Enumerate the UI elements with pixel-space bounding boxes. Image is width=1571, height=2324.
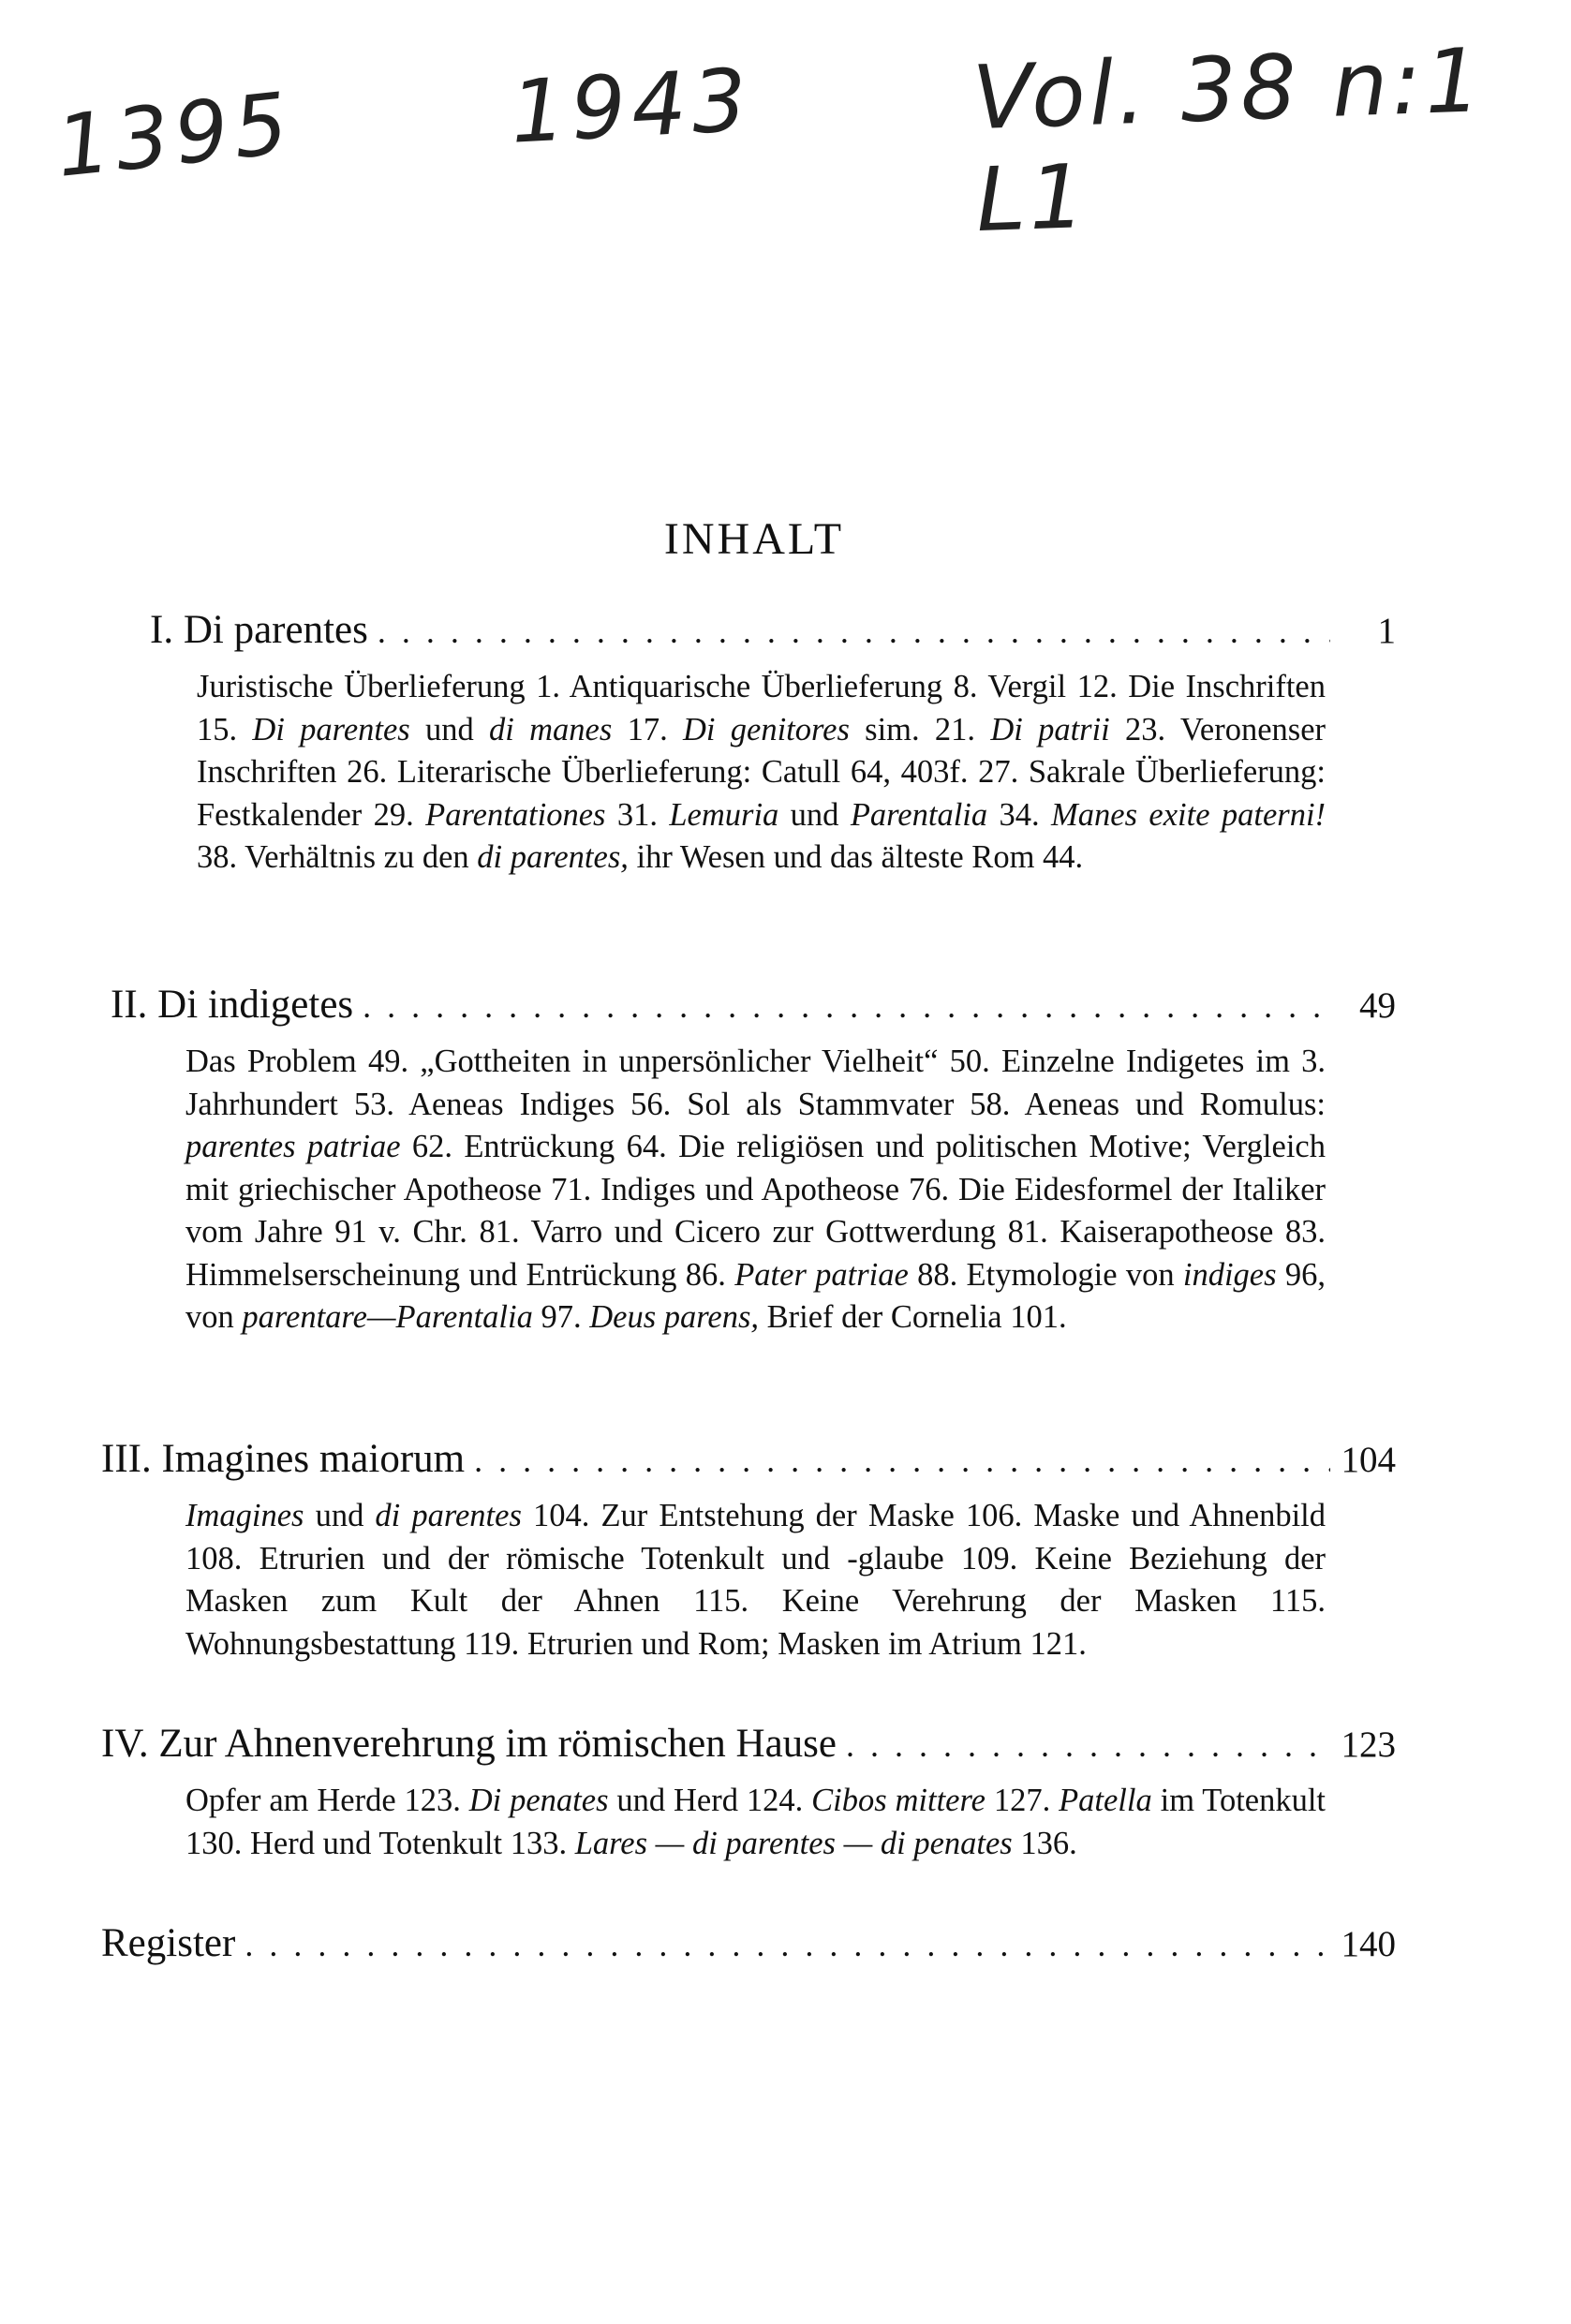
chapter-title: Imagines maiorum <box>161 1437 466 1481</box>
page-number: 123 <box>1341 1724 1396 1765</box>
handwritten-note-volume: Vol. 38 n:1 L1 <box>971 30 1487 253</box>
italic-term: parentare—Parentalia <box>242 1299 533 1335</box>
italic-term: Di patrii <box>990 711 1110 748</box>
italic-term: Patella <box>1059 1783 1152 1818</box>
chapter-spacer <box>152 1436 162 1482</box>
italic-term: Di penates <box>468 1783 609 1818</box>
italic-term: Manes exite paterni! <box>1051 796 1326 833</box>
summary-text: 104. Zur Entstehung der Maske 106. Maske und Ahnenbild 108. Etrurien und der römische Totenkult und -glaube 109. Keine Beziehung der Masken zum Kult der Ahnen 115. Keine Verehrung der Masken 115. Wohnungsbestattung 119. Etrurien und Rom; Masken im Atrium 121. <box>185 1498 1326 1662</box>
summary-text: 38. Verhältnis zu den <box>197 839 478 875</box>
leader-dots <box>846 1725 1330 1765</box>
page-title: INHALT <box>663 514 845 564</box>
toc-heading-line[interactable] <box>101 1721 1396 1767</box>
chapter-title: Di parentes <box>183 608 368 652</box>
toc-heading-line[interactable] <box>111 982 1396 1028</box>
leader-dots <box>363 986 1330 1026</box>
italic-term: di parentes, <box>477 839 629 875</box>
summary-text: Das Problem 49. „Gottheiten in unpersönlicher Vielheit“ 50. Einzelne Indigetes im 3. Jahrhundert 53. Aeneas Indiges 56. Sol als Stammvater 58. Aeneas und Romulus: <box>185 1044 1326 1122</box>
page-number: 140 <box>1341 1924 1396 1964</box>
toc-entry <box>101 1436 1396 1665</box>
page-number: 104 <box>1341 1440 1396 1480</box>
summary-text: 96, von <box>185 1256 1326 1335</box>
chapter-title: Zur Ahnenverehrung im römischen Hause <box>158 1722 837 1766</box>
summary-text: und <box>304 1498 376 1533</box>
italic-term: Deus parens, <box>589 1299 760 1335</box>
italic-term: di parentes <box>375 1498 522 1533</box>
summary-text: im Totenkult 130. Herd und Totenkult 133. <box>185 1783 1326 1861</box>
summary-text: 88. Etymologie von <box>908 1256 1183 1293</box>
summary-text: 97. <box>532 1299 590 1335</box>
chapter-title: Di indigetes <box>157 983 354 1027</box>
summary-text: 17. <box>612 711 683 748</box>
chapter-spacer <box>149 1721 159 1767</box>
italic-term: Lemuria <box>669 796 779 833</box>
chapter-summary <box>185 1041 1326 1340</box>
summary-text: 62. Entrückung 64. Die religiösen und politischen Motive; Vergleich mit griechischer Apotheose 71. Indiges und Apotheose 76. Die Eidesformel der Italiker vom Jahre 91 v. Chr. 81. Varro und Cicero zur Gottwerdung 81. Kaiserapotheose 83. Himmelserscheinung und Entrückung 86. <box>185 1129 1326 1293</box>
toc-entry-register <box>101 1920 1396 1966</box>
chapter-number: II. <box>111 983 148 1027</box>
chapter-number: III. <box>101 1437 152 1481</box>
toc-entry <box>101 1721 1396 1865</box>
summary-text: und <box>778 796 851 833</box>
italic-term: Imagines <box>185 1498 304 1533</box>
page-number: 49 <box>1359 985 1396 1026</box>
summary-text: 34. <box>987 796 1052 833</box>
chapter-summary <box>197 666 1326 880</box>
leader-dots <box>474 1441 1330 1480</box>
italic-term: Lares — di parentes — di penates <box>574 1825 1013 1861</box>
leader-dots <box>245 1925 1330 1964</box>
handwritten-note-accession: 1395 <box>52 74 298 197</box>
summary-text: und Herd 124. <box>608 1783 812 1818</box>
toc-entry <box>111 982 1396 1340</box>
italic-term: Parentationes <box>425 796 606 833</box>
summary-text: 127. <box>985 1783 1060 1818</box>
toc-heading-line[interactable] <box>101 1920 1396 1966</box>
italic-term: Cibos mittere <box>811 1783 986 1818</box>
italic-term: Pater patriae <box>734 1256 909 1293</box>
italic-term: indiges <box>1182 1256 1277 1293</box>
italic-term: di manes <box>489 711 613 748</box>
register-title: Register <box>101 1921 236 1965</box>
summary-text: Opfer am Herde 123. <box>185 1783 469 1818</box>
italic-term: Di genitores <box>682 711 850 748</box>
italic-term: Parentalia <box>850 796 988 833</box>
chapter-number: I. <box>150 608 174 652</box>
leader-dots <box>378 612 1330 651</box>
summary-text: sim. 21. <box>849 711 991 748</box>
chapter-number: IV. <box>101 1722 149 1766</box>
summary-text: 31. <box>605 796 670 833</box>
chapter-spacer <box>147 982 157 1028</box>
summary-text: Juristische Überlieferung 1. Antiquarische Überlieferung 8. Vergil 12. Die Inschriften 15. <box>197 669 1326 748</box>
summary-text: Brief der Cornelia 101. <box>759 1299 1067 1335</box>
chapter-summary <box>185 1780 1326 1865</box>
page-number: 1 <box>1377 611 1396 651</box>
italic-term: Di parentes <box>252 711 410 748</box>
summary-text: ihr Wesen und das älteste Rom 44. <box>628 839 1084 875</box>
summary-text: 23. Veronenser Inschriften 26. Literarische Überlieferung: Catull 64, 403f. 27. Sakrale Überlieferung: Festkalender 29. <box>197 711 1326 833</box>
toc-heading-line[interactable] <box>101 1436 1396 1482</box>
summary-text: 136. <box>1012 1825 1077 1861</box>
summary-text: und <box>409 711 490 748</box>
chapter-spacer <box>173 607 184 653</box>
italic-term: parentes patriae <box>185 1129 401 1164</box>
toc-entry <box>150 607 1396 880</box>
handwritten-note-year: 1943 <box>508 50 755 163</box>
chapter-summary <box>185 1495 1326 1665</box>
toc-heading-line[interactable] <box>150 607 1396 653</box>
